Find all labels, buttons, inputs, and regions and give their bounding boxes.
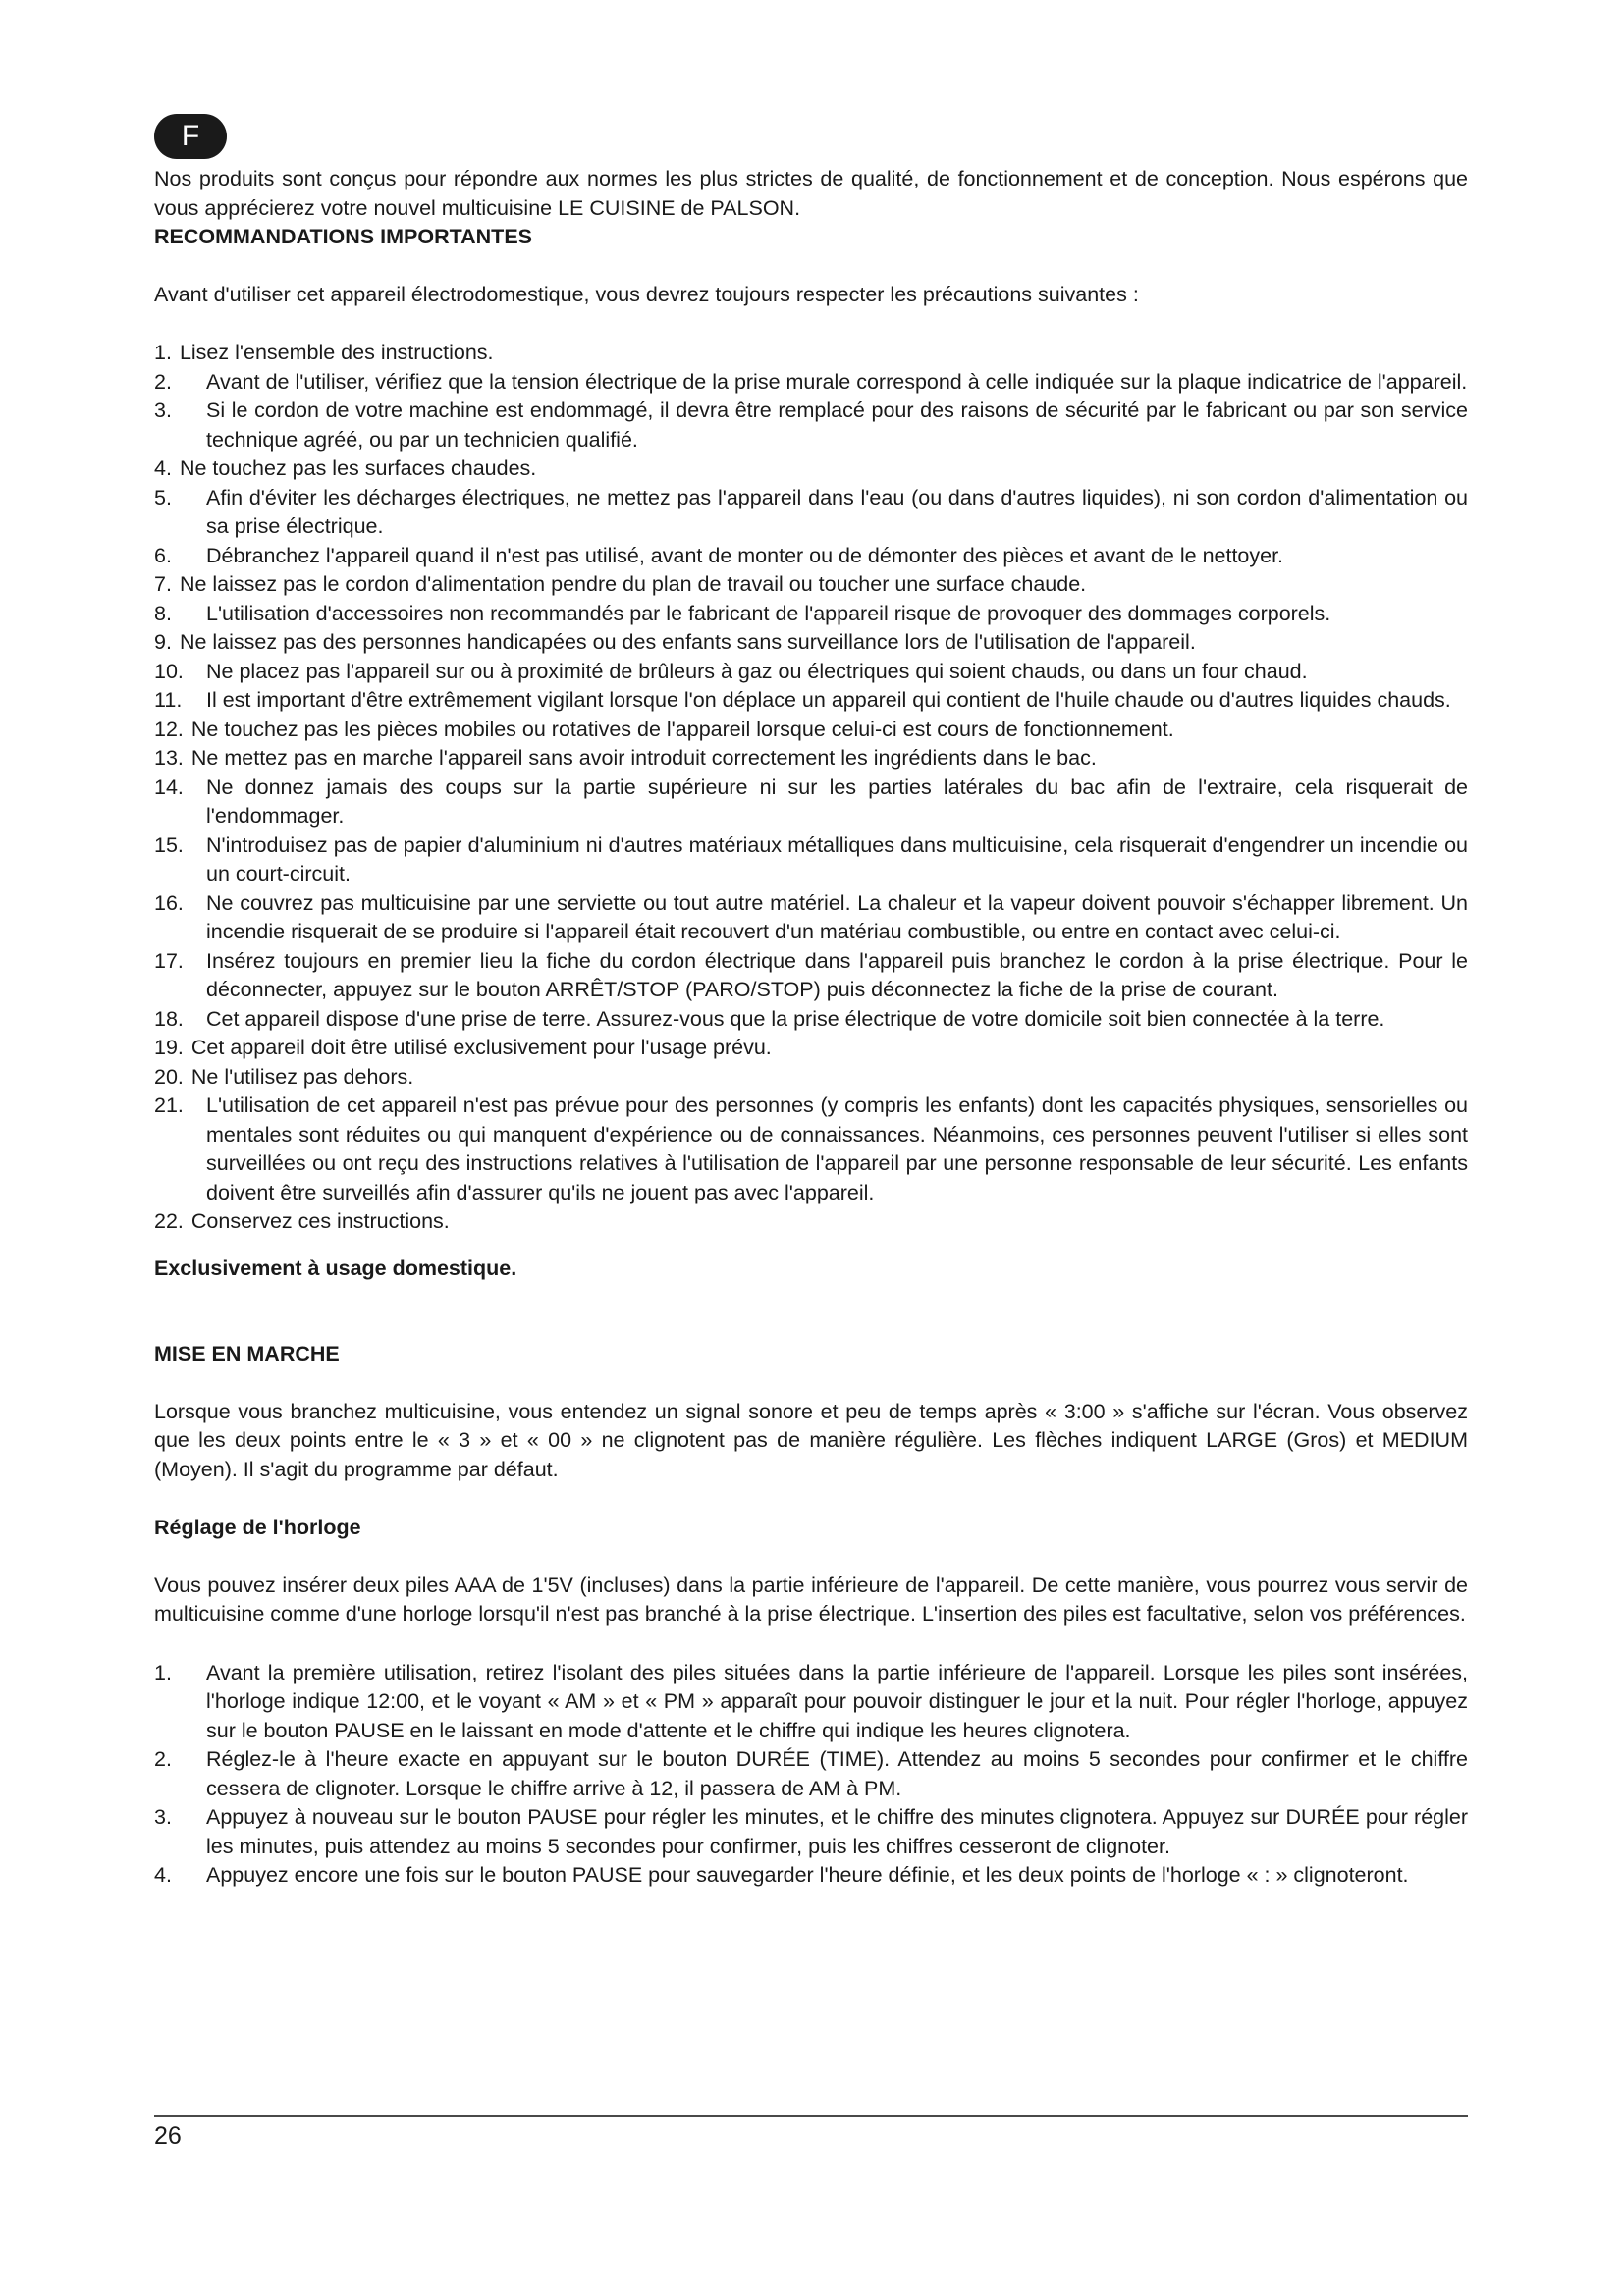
item-text: N'introduisez pas de papier d'aluminium ni d'autres matériaux métalliques dans multicuisine, cela risquerait d'engendrer un incendie ou un court-circuit. (206, 832, 1468, 885)
list-item (154, 570, 1468, 600)
list-item (154, 1034, 1468, 1063)
item-number: 15. (154, 832, 184, 857)
item-number: 19. (154, 1036, 184, 1059)
intro-paragraph: Nos produits sont conçus pour répondre aux normes les plus strictes de qualité, de fonctionnement et de conception. Nous espérons que vous apprécierez votre nouvel multicuisine LE CUISINE de PALSON. (154, 167, 1468, 220)
item-number: 1. (154, 1660, 172, 1684)
item-text: Si le cordon de votre machine est endommagé, il devra être remplacé pour des raisons de sécurité par le fabricant ou par son service technique agréé, ou par un technicien qualifié. (206, 399, 1468, 452)
clock-paragraph: Vous pouvez insérer deux piles AAA de 1'5V (incluses) dans la partie inférieure de l'appareil. De cette manière, vous pourrez vous servir de multicuisine comme d'une horloge lorsqu'il n'est pas branché à la prise électrique. L'insertion des piles est facultative, selon vos préférences. (154, 1573, 1468, 1626)
item-number: 3. (154, 1805, 172, 1829)
item-number: 17. (154, 948, 184, 973)
item-text: Ne donnez jamais des coups sur la partie supérieure ni sur les parties latérales du bac afin de l'extraire, cela risquerait de l'endommager. (206, 774, 1468, 828)
item-text: Cet appareil doit être utilisé exclusivement pour l'usage prévu. (190, 1036, 772, 1059)
item-number: 1. (154, 341, 172, 364)
list-item (154, 1005, 1468, 1035)
list-item (154, 1745, 1468, 1803)
section-heading-recommendations: RECOMMANDATIONS IMPORTANTES (154, 225, 532, 248)
item-number: 21. (154, 1094, 184, 1117)
item-text: Ne couvrez pas multicuisine par une serviette ou tout autre matériel. La chaleur et la vapeur doivent pouvoir s'échapper librement. Un incendie risquerait de se produire si l'appareil était recouvert d'un matériau combustible, ou entre en contact avec celui-ci. (206, 890, 1468, 943)
item-number: 3. (154, 399, 172, 422)
item-text: Ne placez pas l'appareil sur ou à proximité de brûleurs à gaz ou électriques qui soient chauds, ou dans un four chaud. (206, 659, 1308, 683)
recommendations-lead: Avant d'utiliser cet appareil électrodomestique, vous devrez toujours respecter les précautions suivantes : (154, 282, 1139, 306)
list-item (154, 600, 1468, 629)
item-number: 12. (154, 717, 184, 741)
item-text: Ne l'utilisez pas dehors. (190, 1064, 414, 1089)
list-item (154, 1092, 1468, 1207)
list-item (154, 686, 1468, 716)
item-text: Appuyez à nouveau sur le bouton PAUSE pour régler les minutes, et le chiffre des minutes clignotera. Appuyez sur DURÉE pour régler les minutes, puis attendez au moins 5 secondes pour confirmer, puis les chiffres cesseront de clignoter. (206, 1805, 1468, 1858)
list-item (154, 658, 1468, 687)
item-text: L'utilisation de cet appareil n'est pas prévue pour des personnes (y compris les enfants) dont les capacités physiques, sensorielles ou mentales sont réduites ou qui manquent d'expérience ou de connaissances. Néanmoins, ces personnes peuvent l'utiliser si elles sont surveillées ou ont reçu des instructions relatives à l'utilisation de l'appareil par une personne responsable de leur sécurité. Les enfants doivent être surveillés afin d'assurer qu'ils ne jouent pas avec l'appareil. (206, 1094, 1468, 1204)
list-item (154, 716, 1468, 745)
list-item (154, 397, 1468, 454)
startup-paragraph: Lorsque vous branchez multicuisine, vous entendez un signal sonore et peu de temps après « 3:00 » s'affiche sur l'écran. Vous observez que les deux points entre le « 3 » et « 00 » ne clignotent pas de manière régulière. Les flèches indiquent LARGE (Gros) et MEDIUM (Moyen). Il s'agit du programme par défaut. (154, 1399, 1468, 1481)
item-number: 2. (154, 1747, 172, 1771)
item-text: Ne laissez pas des personnes handicapées ou des enfants sans surveillance lors de l'utilisation de l'appareil. (179, 630, 1196, 654)
item-text: Ne laissez pas le cordon d'alimentation pendre du plan de travail ou toucher une surface chaude. (179, 572, 1087, 596)
list-item (154, 542, 1468, 571)
item-text: Conservez ces instructions. (190, 1209, 450, 1233)
item-number: 13. (154, 746, 184, 770)
list-item (154, 831, 1468, 889)
item-number: 2. (154, 369, 172, 394)
subsection-heading-clock: Réglage de l'horloge (154, 1516, 361, 1539)
list-item (154, 628, 1468, 658)
item-text: Il est important d'être extrêmement vigilant lorsque l'on déplace un appareil qui contient de l'huile chaude ou d'autres liquides chauds. (206, 688, 1451, 712)
item-text: Lisez l'ensemble des instructions. (179, 341, 494, 364)
item-number: 4. (154, 1863, 172, 1887)
item-text: Ne touchez pas les surfaces chaudes. (179, 456, 537, 480)
item-text: Débranchez l'appareil quand il n'est pas utilisé, avant de monter ou de démonter des pièces et avant de le nettoyer. (206, 543, 1284, 567)
item-number: 11. (154, 688, 183, 712)
document-body (154, 165, 1468, 1891)
list-item (154, 484, 1468, 542)
item-text: Insérez toujours en premier lieu la fiche du cordon électrique dans l'appareil puis branchez le cordon à la prise électrique. Pour le déconnecter, appuyez sur le bouton ARRÊT/STOP (PARO/STOP) puis déconnectez la fiche de la prise de courant. (206, 948, 1468, 1001)
item-number: 6. (154, 543, 172, 567)
item-number: 18. (154, 1006, 184, 1031)
item-number: 16. (154, 890, 184, 915)
item-number: 14. (154, 774, 184, 799)
list-item (154, 339, 1468, 368)
recommendations-list (154, 339, 1468, 1237)
item-number: 22. (154, 1209, 184, 1233)
item-number: 8. (154, 601, 172, 625)
page-number: 26 (154, 2122, 182, 2150)
list-item (154, 368, 1468, 398)
item-text: Cet appareil dispose d'une prise de terre. Assurez-vous que la prise électrique de votre domicile soit bien connectée à la terre. (206, 1006, 1385, 1031)
item-number: 20. (154, 1064, 184, 1089)
item-number: 5. (154, 485, 172, 509)
item-text: Avant de l'utiliser, vérifiez que la tension électrique de la prise murale correspond à celle indiquée sur la plaque indicatrice de l'appareil. (206, 369, 1468, 394)
list-item (154, 947, 1468, 1005)
list-item (154, 454, 1468, 484)
item-text: Ne touchez pas les pièces mobiles ou rotatives de l'appareil lorsque celui-ci est cours de fonctionnement. (190, 717, 1174, 741)
language-badge: F (154, 114, 227, 159)
item-text: L'utilisation d'accessoires non recommandés par le fabricant de l'appareil risque de provoquer des dommages corporels. (206, 601, 1331, 625)
item-number: 7. (154, 572, 172, 596)
section-heading-startup: MISE EN MARCHE (154, 1342, 340, 1365)
list-item (154, 774, 1468, 831)
footer-divider (154, 2115, 1468, 2117)
item-text: Réglez-le à l'heure exacte en appuyant sur le bouton DURÉE (TIME). Attendez au moins 5 secondes pour confirmer et le chiffre cessera de clignoter. Lorsque le chiffre arrive à 12, il passera de AM à PM. (206, 1747, 1468, 1800)
item-text: Ne mettez pas en marche l'appareil sans avoir introduit correctement les ingrédients dans le bac. (190, 746, 1097, 770)
item-number: 4. (154, 456, 172, 480)
clock-steps-list (154, 1659, 1468, 1891)
item-number: 10. (154, 659, 184, 683)
list-item (154, 1207, 1468, 1237)
item-text: Afin d'éviter les décharges électriques, ne mettez pas l'appareil dans l'eau (ou dans d'autres liquides), ni son cordon d'alimentation ou sa prise électrique. (206, 485, 1468, 538)
list-item (154, 1861, 1468, 1891)
item-number: 9. (154, 630, 172, 654)
list-item (154, 889, 1468, 947)
item-text: Appuyez encore une fois sur le bouton PAUSE pour sauvegarder l'heure définie, et les deux points de l'horloge « : » clignoteront. (206, 1863, 1409, 1887)
list-item (154, 1803, 1468, 1861)
list-item (154, 1659, 1468, 1746)
list-item (154, 744, 1468, 774)
domestic-use-note: Exclusivement à usage domestique. (154, 1255, 517, 1280)
item-text: Avant la première utilisation, retirez l'isolant des piles situées dans la partie inférieure de l'appareil. Lorsque les piles sont insérées, l'horloge indique 12:00, et le voyant « AM » et « PM » apparaît pour pouvoir distinguer le jour et la nuit. Pour régler l'horloge, appuyez sur le bouton PAUSE en le laissant en mode d'attente et le chiffre qui indique les heures clignotera. (206, 1660, 1468, 1742)
list-item (154, 1063, 1468, 1093)
